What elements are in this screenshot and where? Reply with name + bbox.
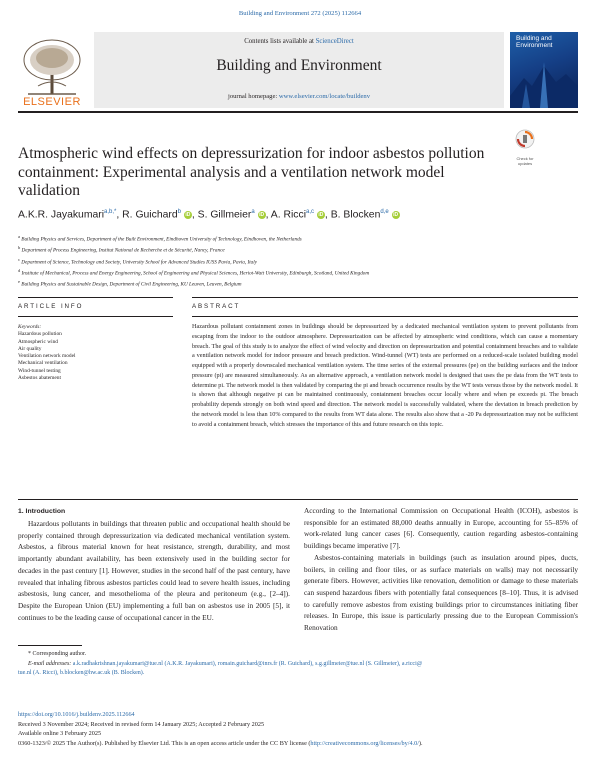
contents-line: [94, 38, 504, 45]
abstract-text: Hazardous pollutant containment zones in buildings should be depressurized by a dedicated mechanical ventilation system to prevent pollutants from escaping from the indoor to the outdoor atmosphere. Depressurization can be affected by atmospheric wind conditions, which can cause a momentary breach. The goal of this study is to analyze the effect of wind velocity and direction on depressurization and potential containment breaches and to validate a ventilation network model for indoor pressure and breach prediction. Wind-tunnel (WT) tests are performed on a reduced-scale isolated building model equipped with a properly downscaled mechanical ventilation system. The time series of the external pressures (pe) on the building surfaces and the indoor pressure (pi) are measured simultaneously. As an alternative approach, a ventilation network model is designed that uses the pe data from the WT tests to determine pi. The network model is then validated by comparing the pi and breach occurrence results by the WT tests versus those by the network model. It is shown that although negative pi can be maintained continuously, containment breaches occur locally where and when pe exceeds pi. The breach probability depends strongly on both wind speed and direction. The network model is successfully validated, where the deviation in breach prediction by the network model is less than 10% compared to the results from WT data alone. The results also show that a -20 Pa depressurization may not be sufficient to avoid a containment breach, which stresses the importance of this and future research on this topic.: [192, 323, 578, 428]
author-affiliation-marker[interactable]: a,c: [306, 209, 315, 215]
orcid-icon[interactable]: iD: [259, 212, 265, 219]
doi-link[interactable]: https://doi.org/10.1016/j.buildenv.2025.112664: [18, 711, 135, 718]
affiliation-item: [18, 278, 578, 289]
author-affiliation-marker[interactable]: d,e: [380, 209, 389, 215]
keyword-item: Air quality: [18, 345, 42, 352]
affiliation-label: e: [18, 279, 20, 285]
publisher-wordmark: ELSEVIER: [23, 96, 81, 108]
affiliation-item: [18, 244, 578, 255]
available-online: Available online 3 February 2025: [18, 730, 102, 737]
journal-cover-thumbnail[interactable]: [510, 32, 578, 108]
check-updates-label: Check for updates: [516, 156, 534, 166]
section-heading-introduction: 1. Introduction: [18, 508, 66, 515]
license-line: [18, 739, 578, 749]
author-affiliation-marker[interactable]: a: [251, 209, 255, 215]
email-addresses-line1[interactable]: a.k.radhakrishnan.jayakumari@tue.nl (A.K.R. Jayakumari), romain.guichard@inrs.fr (R. Guichard), s.g.gillmeier@tue.nl (S. Gillmeier), a.ricci@: [72, 660, 423, 667]
affiliation-list: [18, 233, 578, 290]
contents-prefix: Contents lists available at: [244, 38, 316, 45]
doi-block: [18, 710, 578, 748]
affiliation-label: c: [18, 256, 20, 262]
article-title: Atmospheric wind effects on depressurization for indoor asbestos pollution containment: Experimental analysis and a ventilation network model validation: [18, 145, 485, 199]
homepage-line: [94, 93, 504, 100]
keyword-item: Ventilation network model: [18, 353, 76, 360]
body-column-left: [18, 518, 290, 623]
body-paragraph: Asbestos-containing materials in buildings (such as insulation around pipes, ducts, boilers, in ceiling and floor tiles, or as surface materials on walls) may not necessarily generate fibers. However, activities like renovation, demolition or damage to these materials can suspend hazardous fibers with potentially fatal consequences [8–10]. Thus, it is advised to carefully remove asbestos from existing buildings prior to circumstances initiating fiber releases. In Europe, this issue is particularly pressing due to the European Commission's Renovation: [304, 552, 578, 633]
journal-title: Building and Environment: [216, 57, 382, 74]
author-list: [18, 209, 578, 220]
journal-reference-link[interactable]: Building and Environment 272 (2025) 112664: [238, 10, 362, 17]
abstract-heading: ABSTRACT: [192, 303, 241, 310]
sciencedirect-link[interactable]: ScienceDirect: [315, 38, 354, 45]
keywords-block: [18, 324, 173, 382]
check-for-updates-button[interactable]: [510, 128, 540, 166]
body-column-right: [304, 505, 578, 634]
author-separator: ,: [116, 209, 123, 221]
keywords-list: [18, 331, 173, 382]
affiliation-text: Building Physics and Sustainable Design, Department of Civil Engineering, KU Leuven, Leuven, Belgium: [20, 282, 242, 289]
license-prefix: 0360-1323/© 2025 The Author(s). Published by Elsevier Ltd. This is an open access article under the CC BY license (: [18, 739, 311, 747]
footnote-rule: [18, 645, 82, 646]
article-info-subrule: [18, 316, 173, 317]
journal-homepage-link[interactable]: www.elsevier.com/locate/buildenv: [278, 93, 371, 100]
author-name[interactable]: A.K.R. Jayakumari: [18, 209, 105, 221]
keyword-item: Wind-tunnel testing: [18, 367, 61, 374]
header-rule: [18, 111, 578, 113]
email-line: [18, 660, 578, 670]
author-affiliation-marker[interactable]: a,b,*: [104, 209, 117, 215]
abstract-subrule: [192, 316, 578, 317]
body-paragraph: Hazardous pollutants in buildings that threaten public and occupational health should be properly contained through depressurization via dedicated mechanical ventilation system. Asbestos, a fibrous material known for heat resistance, strength, durability, and most importantly abundant availability, has been extensively used in the building sector for decades in the past century [1]. However, studies in the second half of the past century, have revealed that inhaling fibrous asbestos particles could lead to severe health issues, including asbestosis, lung cancer, and mesothelioma of the pleura and peritoneum (e.g., [2–4]). Despite the European Union (EU) implementing a full ban on asbestos use in 2005 [5], it continues to be the leading cause of occupational cancer in the EU.: [18, 519, 290, 622]
author-separator: ,: [191, 209, 198, 221]
body-rule: [18, 499, 578, 500]
email-label: E-mail addresses:: [28, 660, 72, 667]
author-name[interactable]: A. Ricci: [270, 209, 306, 221]
check-updates-icon: [510, 128, 540, 152]
footnotes: [18, 650, 578, 679]
email-addresses-line2[interactable]: tue.nl (A. Ricci), b.blocken@hw.ac.uk (B. Blocken).: [18, 670, 145, 677]
received-dates: Received 3 November 2024; Received in revised form 14 January 2025; Accepted 2 February 2025: [18, 720, 265, 728]
keyword-item: Hazardous pollution: [18, 331, 62, 338]
orcid-icon[interactable]: iD: [185, 212, 191, 219]
cover-art-icon: [510, 56, 578, 108]
cover-title: Building and Environment: [516, 35, 553, 49]
affiliation-label: b: [18, 245, 21, 251]
homepage-prefix: journal homepage:: [227, 93, 279, 100]
article-info-heading: ARTICLE INFO: [18, 303, 84, 310]
corresponding-author-note: * Corresponding author.: [28, 651, 87, 657]
keywords-label: Keywords:: [18, 324, 42, 330]
author-separator: ,: [265, 209, 271, 221]
license-link[interactable]: http://creativecommons.org/licenses/by/4.0/: [310, 739, 419, 747]
author-name[interactable]: S. Gillmeier: [197, 209, 252, 221]
affiliation-text: Institute of Mechanical, Process and Energy Engineering, School of Engineering and Physical Sciences, Heriot-Watt University, Edinburgh, Scotland, United Kingdom: [20, 270, 370, 277]
author-separator: ,: [324, 209, 331, 221]
author-name[interactable]: R. Guichard: [122, 209, 178, 221]
affiliation-text: Department of Science, Technology and Society, University School for Advanced Studies IUSS Pavia, Pavia, Italy: [20, 259, 257, 266]
body-paragraph: According to the International Commission on Occupational Health (ICOH), asbestos is responsible for an estimated 88,000 deaths annually in Europe, accounting for 55–85% of work-related lung cancer cases [6]. Consequently, caution regarding asbestos-containing buildings became imperative [7].: [304, 506, 578, 551]
abstract-rule: [192, 297, 578, 298]
author-affiliation-marker[interactable]: b: [177, 209, 181, 215]
affiliation-item: [18, 233, 578, 244]
keyword-item: Atmospheric wind: [18, 338, 58, 345]
keyword-item: Asbestos abatement: [18, 375, 61, 382]
license-suffix: ).: [418, 739, 423, 747]
elsevier-tree-logo-icon: [18, 36, 86, 104]
article-info-rule: [18, 297, 173, 298]
affiliation-text: Department of Process Engineering, Institut National de Recherche et de Sécurité, Nancy, France: [20, 248, 225, 255]
affiliation-label: a: [18, 234, 20, 239]
orcid-icon[interactable]: iD: [318, 212, 324, 219]
affiliation-label: d: [18, 267, 21, 273]
keyword-item: Mechanical ventilation: [18, 360, 68, 367]
affiliation-text: Building Physics and Services, Department of the Built Environment, Eindhoven University of Technology, Eindhoven, the Netherlands: [20, 236, 302, 243]
orcid-icon[interactable]: iD: [393, 212, 399, 219]
journal-masthead: [94, 32, 504, 108]
affiliation-item: [18, 256, 578, 267]
affiliation-item: [18, 267, 578, 278]
author-name[interactable]: B. Blocken: [330, 209, 381, 221]
